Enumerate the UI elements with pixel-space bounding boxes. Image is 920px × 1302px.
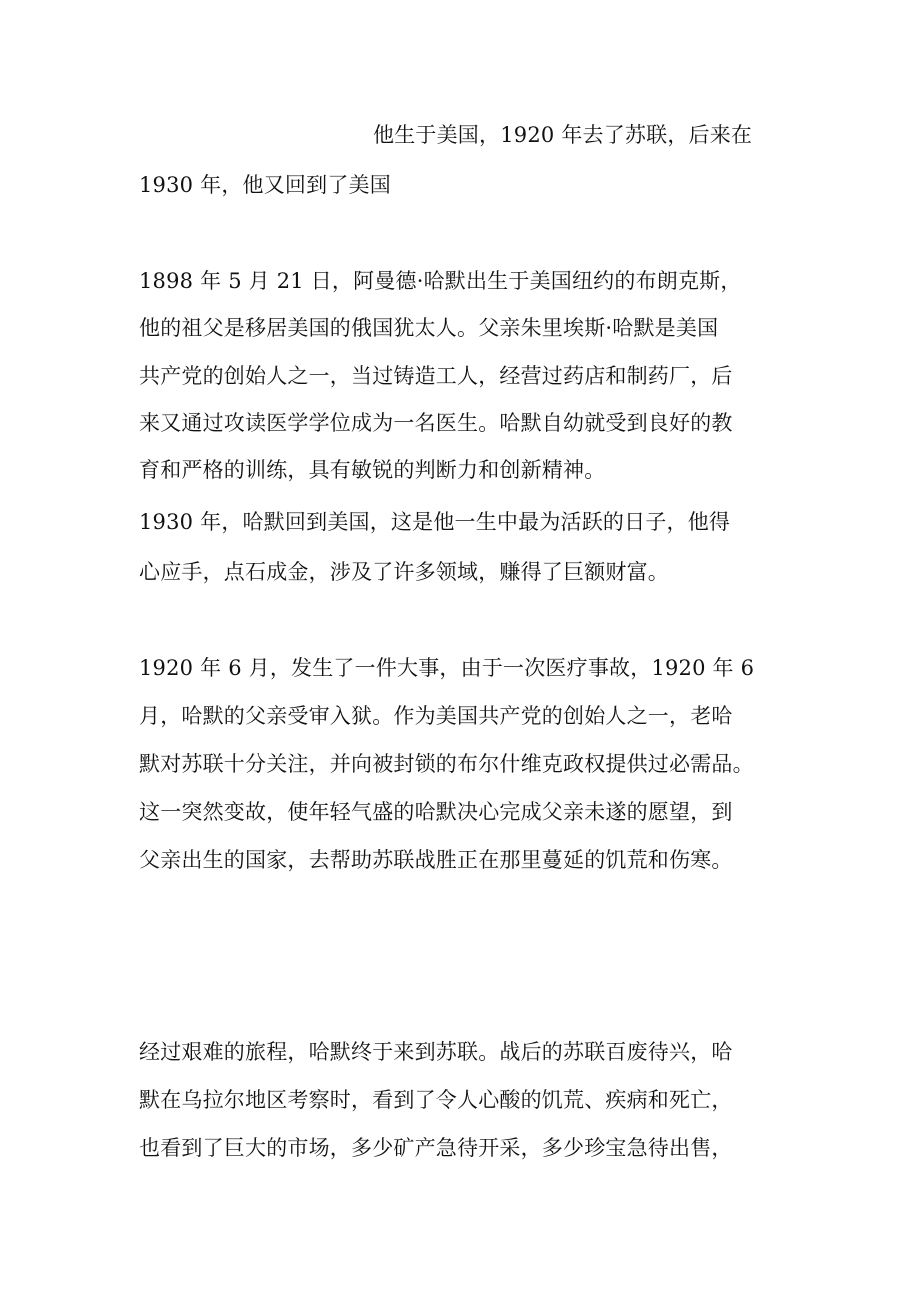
birth-paragraph-line: 共产党的创始人之一，当过铸造工人，经营过药店和制药厂，后 — [139, 364, 733, 388]
intro-line-2: 1930 年，他又回到了美国 — [139, 173, 391, 197]
intro-line-1: 他生于美国，1920 年去了苏联，后来在 — [373, 123, 753, 147]
paragraph-1920-line: 这一突然变故，使年轻气盛的哈默决心完成父亲未遂的愿望，到 — [139, 800, 733, 824]
birth-paragraph-line: 育和严格的训练，具有敏锐的判断力和创新精神。 — [139, 458, 606, 482]
birth-paragraph-line: 来又通过攻读医学学位成为一名医生。哈默自幼就受到良好的教 — [139, 411, 733, 435]
journey-paragraph-line: 默在乌拉尔地区考察时，看到了令人心酸的饥荒、疾病和死亡， — [139, 1088, 733, 1112]
paragraph-1930-line: 1930 年，哈默回到美国，这是他一生中最为活跃的日子，他得 — [139, 510, 731, 534]
journey-paragraph-line: 经过艰难的旅程，哈默终于来到苏联。战后的苏联百废待兴，哈 — [139, 1040, 733, 1064]
paragraph-1920-line: 1920 年 6 月，发生了一件大事，由于一次医疗事故，1920 年 6 — [139, 656, 755, 680]
paragraph-1920-line: 默对苏联十分关注，并向被封锁的布尔什维克政权提供过必需品。 — [139, 752, 754, 776]
journey-paragraph-line: 也看到了巨大的市场，多少矿产急待开采，多少珍宝急待出售， — [139, 1136, 733, 1160]
birth-paragraph-line: 他的祖父是移居美国的俄国犹太人。父亲朱里埃斯·哈默是美国 — [139, 316, 719, 340]
birth-paragraph-line: 1898 年 5 月 21 日，阿曼德·哈默出生于美国纽约的布朗克斯， — [139, 269, 742, 293]
paragraph-1920-line: 月，哈默的父亲受审入狱。作为美国共产党的创始人之一，老哈 — [139, 704, 733, 728]
paragraph-1930-line: 心应手，点石成金，涉及了许多领域，赚得了巨额财富。 — [139, 560, 669, 584]
paragraph-1920-line: 父亲出生的国家，去帮助苏联战胜正在那里蔓延的饥荒和伤寒。 — [139, 848, 733, 872]
